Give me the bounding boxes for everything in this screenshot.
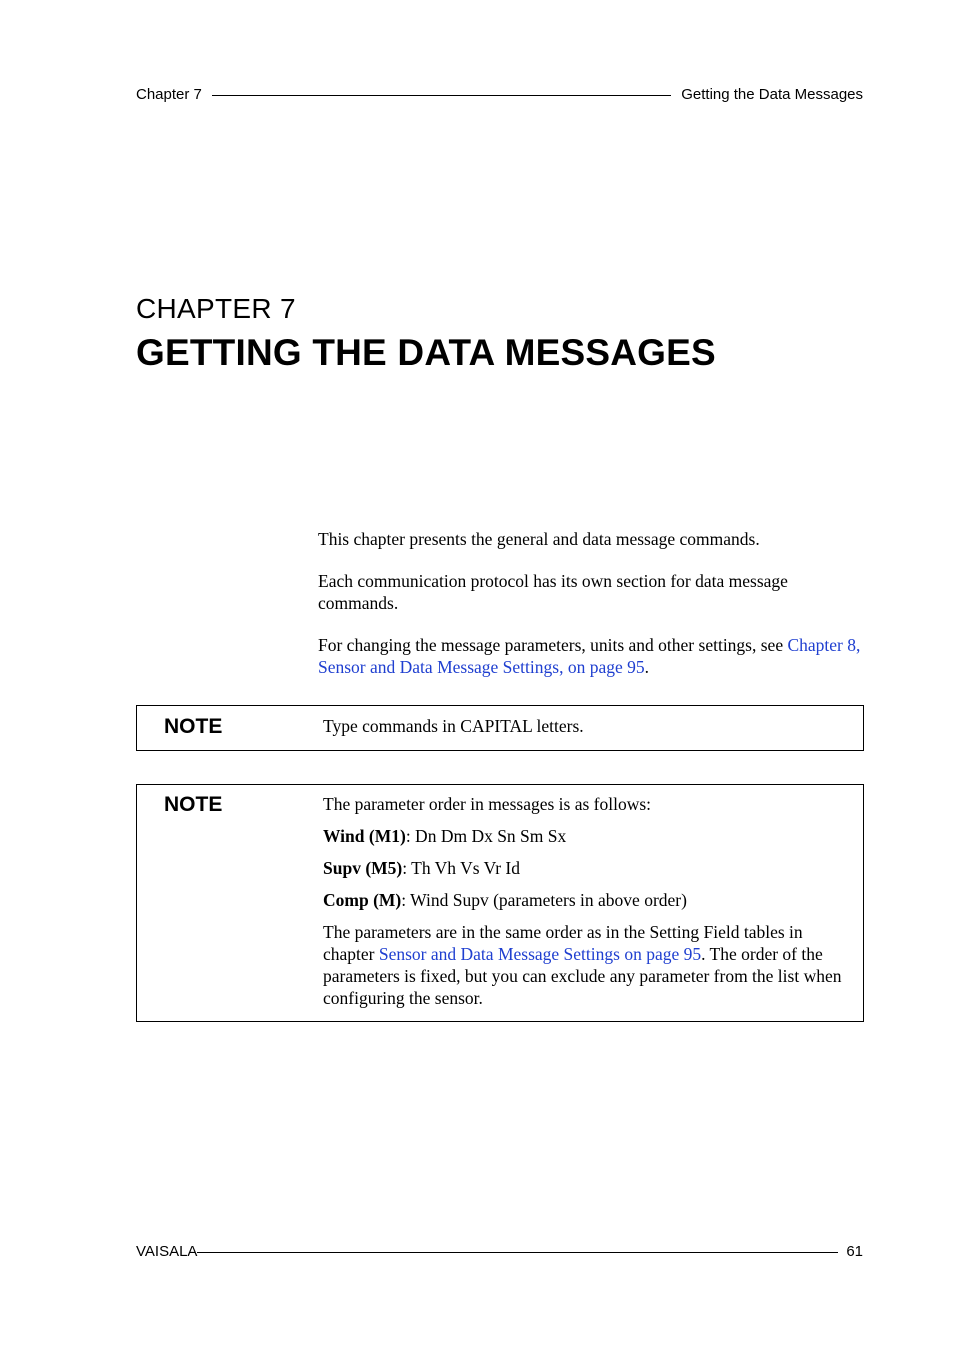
parameter-order-details (323, 921, 857, 1009)
settings-link[interactable]: Sensor and Data Message Settings on page 95 (378, 944, 702, 964)
details-text-2: . The order of the parameters is fixed, but you can exclude any parameter from the list when configuring the sensor. (323, 944, 842, 1008)
chapter-8-link[interactable]: Chapter 8, Sensor and Data Message Settings, on page 95 (318, 635, 861, 677)
supv-value: : Th Vh Vs Vr Id (402, 858, 520, 878)
details-text-1: The parameters are in the same order as in the Setting Field tables in chapter (323, 922, 803, 964)
note-box-capital-letters (136, 705, 864, 751)
parameter-order-intro: The parameter order in messages is as follows: (323, 794, 652, 814)
intro-paragraph-3 (318, 634, 863, 678)
comp-value: : Wind Supv (parameters in above order) (401, 890, 687, 910)
header-chapter: Chapter 7 (136, 86, 202, 103)
intro-paragraph-2: Each communication protocol has its own section for data message commands. (318, 571, 788, 613)
note-box-parameter-order (136, 784, 864, 1022)
supv-parameters (323, 857, 857, 879)
note-label: NOTE (164, 793, 223, 816)
intro-paragraph-3-end: . (644, 657, 649, 677)
wind-label: Wind (M1) (323, 826, 406, 846)
supv-label: Supv (M5) (323, 858, 403, 878)
footer-company: VAISALA (136, 1243, 198, 1260)
wind-parameters (323, 825, 857, 847)
note-content (323, 793, 857, 1009)
comp-parameters (323, 889, 857, 911)
intro-paragraph-3-text: For changing the message parameters, units and other settings, see (318, 635, 784, 655)
note-text: Type commands in CAPITAL letters. (323, 716, 584, 736)
chapter-title: GETTING THE DATA MESSAGES (136, 332, 716, 373)
intro-paragraph-1: This chapter presents the general and data message commands. (318, 529, 760, 549)
header-rule (212, 95, 671, 96)
comp-label: Comp (M) (323, 890, 402, 910)
wind-value: : Dn Dm Dx Sn Sm Sx (405, 826, 567, 846)
chapter-number: CHAPTER 7 (136, 293, 296, 324)
header-title: Getting the Data Messages (681, 86, 863, 103)
page-number: 61 (846, 1243, 863, 1260)
page-footer (136, 1243, 863, 1265)
footer-rule (197, 1252, 838, 1253)
note-label: NOTE (164, 715, 223, 738)
page-header (136, 86, 863, 108)
